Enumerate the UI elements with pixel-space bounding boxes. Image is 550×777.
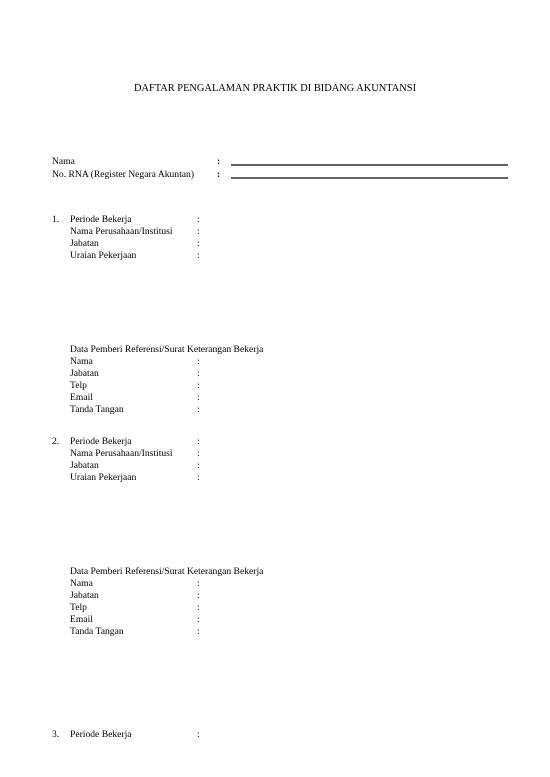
entry-2-period-label: Periode Bekerja	[70, 436, 132, 447]
entry-2-description-colon: :	[197, 472, 200, 483]
entry-2-reference-heading: Data Pemberi Referensi/Surat Keterangan Bekerja	[70, 566, 264, 577]
entry-1-ref-name-colon: :	[197, 356, 200, 367]
entry-2-ref-position-label: Jabatan	[70, 590, 99, 601]
entry-2-period-colon: :	[197, 436, 200, 447]
entry-2-ref-name-colon: :	[197, 578, 200, 589]
rna-label: No. RNA (Register Negara Akuntan)	[52, 169, 195, 180]
entry-1-number: 1.	[52, 214, 60, 225]
entry-1-position-label: Jabatan	[70, 238, 99, 249]
entry-2-ref-phone-label: Telp	[70, 602, 87, 613]
entry-1-ref-email-colon: :	[197, 392, 200, 403]
entry-2-ref-email-colon: :	[197, 614, 200, 625]
entry-1-ref-email-label: Email	[70, 392, 93, 403]
entry-1-ref-phone-colon: :	[197, 380, 200, 391]
entry-2-company-label: Nama Perusahaan/Institusi	[70, 448, 173, 459]
entry-2-ref-phone-colon: :	[197, 602, 200, 613]
entry-3-period-label: Periode Bekerja	[70, 729, 132, 740]
entry-2-ref-signature-label: Tanda Tangan	[70, 626, 124, 637]
entry-1-period-colon: :	[197, 214, 200, 225]
entry-2-ref-signature-colon: :	[197, 626, 200, 637]
entry-1-ref-position-colon: :	[197, 368, 200, 379]
entry-1-ref-signature-label: Tanda Tangan	[70, 404, 124, 415]
entry-2-number: 2.	[52, 436, 60, 447]
name-label: Nama	[52, 156, 75, 167]
rna-dotted-line	[231, 169, 508, 181]
entry-2-description-label: Uraian Pekerjaan	[70, 472, 137, 483]
entry-3-number: 3.	[52, 729, 60, 740]
entry-1-description-colon: :	[197, 250, 200, 261]
entry-3-period-colon: :	[197, 729, 200, 740]
entry-1-ref-signature-colon: :	[197, 404, 200, 415]
rna-colon: :	[217, 169, 221, 180]
entry-2-ref-position-colon: :	[197, 590, 200, 601]
entry-1-company-colon: :	[197, 226, 200, 237]
entry-1-position-colon: :	[197, 238, 200, 249]
document-title: DAFTAR PENGALAMAN PRAKTIK DI BIDANG AKUNTANSI	[133, 83, 417, 94]
entry-2-ref-email-label: Email	[70, 614, 93, 625]
entry-1-ref-name-label: Nama	[70, 356, 93, 367]
name-colon: :	[217, 156, 221, 167]
entry-1-description-label: Uraian Pekerjaan	[70, 250, 137, 261]
name-dotted-line	[231, 156, 508, 168]
entry-1-period-label: Periode Bekerja	[70, 214, 132, 225]
entry-1-ref-phone-label: Telp	[70, 380, 87, 391]
entry-2-company-colon: :	[197, 448, 200, 459]
entry-1-reference-heading: Data Pemberi Referensi/Surat Keterangan Bekerja	[70, 344, 264, 355]
entry-2-ref-name-label: Nama	[70, 578, 93, 589]
entry-1-company-label: Nama Perusahaan/Institusi	[70, 226, 173, 237]
entry-1-ref-position-label: Jabatan	[70, 368, 99, 379]
entry-2-position-colon: :	[197, 460, 200, 471]
entry-2-position-label: Jabatan	[70, 460, 99, 471]
